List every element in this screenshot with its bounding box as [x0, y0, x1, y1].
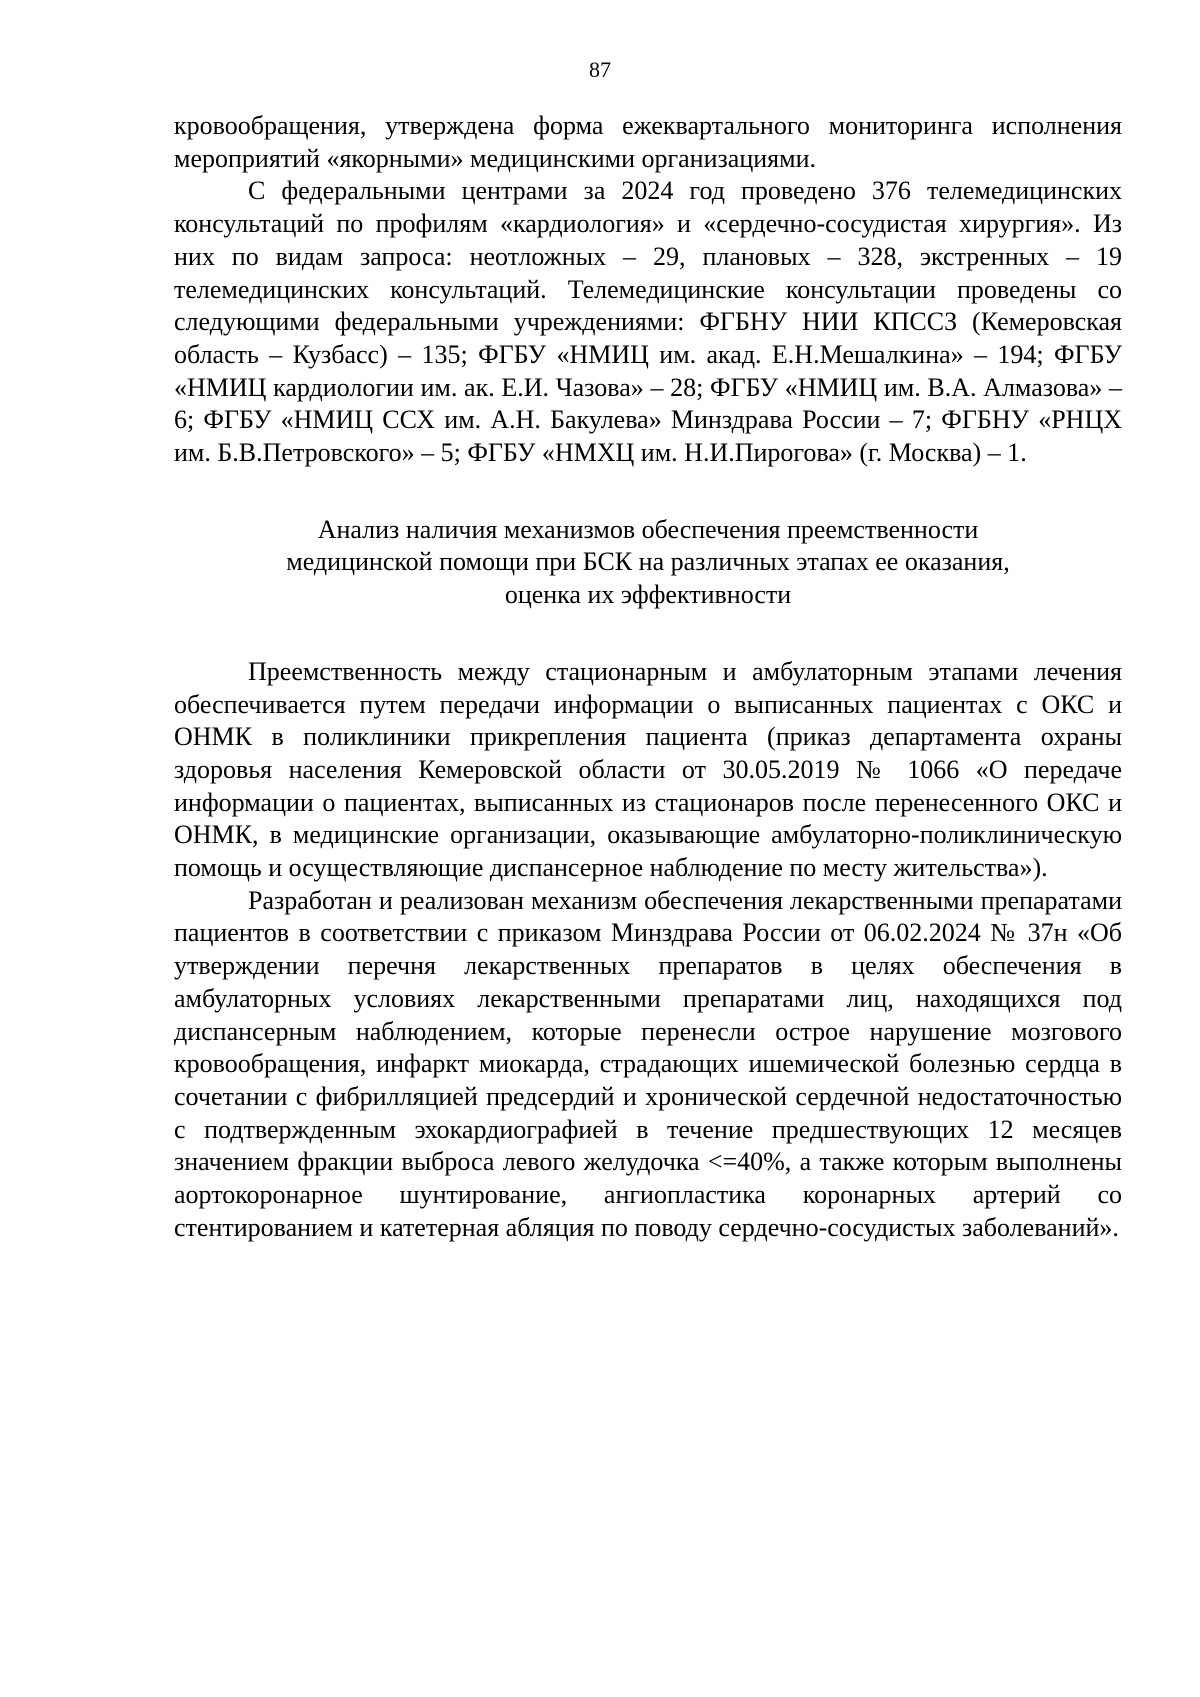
paragraph-drug-provision: Разработан и реализован механизм обеспечения лекарственными препаратами пациентов в соответствии с приказом Минздрава России от 06.02.2024 № 37н «Об утверждении перечня лекарственных препаратов в целях обеспечения в амбулаторных условиях лекарственными препаратами лиц, находящихся под диспансерным наблюдением, которые перенесли острое нарушение мозгового кровообращения, инфаркт миокарда, страдающих ишемической болезнью сердца в сочетании с фибрилляцией предсердий и хронической сердечной недостаточностью с подтвержденным эхокардиографией в течение предшествующих 12 месяцев значением фракции выброса левого желудочка <=40%, а также которым выполнены аортокоронарное шунтирование, ангиопластика коронарных артерий со стентированием и катетерная абляция по поводу сердечно-сосудистых заболеваний». — [174, 885, 1122, 1242]
section-heading-line-2: медицинской помощи при БСК на различных этапах ее оказания, — [286, 547, 1010, 577]
paragraph-telemedicine: С федеральными центрами за 2024 год проведено 376 телемедицинских консультаций по профилям «кардиология» и «сердечно-сосудистая хирургия». Из них по видам запроса: неотложных – 29, плановых – 328, экстренных – 19 телемедицинских консультаций. Телемедицинские консультации проведены со следующими федеральными учреждениями: ФГБНУ НИИ КПССЗ (Кемеровская область – Кузбасс) – 135; ФГБУ «НМИЦ им. акад. Е.Н.Мешалкина» – 194; ФГБУ «НМИЦ кардиологии им. ак. Е.И. Чазова» – 28; ФГБУ «НМИЦ им. В.А. Алмазова» – 6; ФГБУ «НМИЦ ССХ им. А.Н. Бакулева» Минздрава России – 7; ФГБНУ «РНЦХ им. Б.В.Петровского» – 5; ФГБУ «НМХЦ им. Н.И.Пирогова» (г. Москва) – 1. — [174, 176, 1122, 468]
document-body — [174, 110, 1122, 1245]
paragraph-continuity: Преемственность между стационарным и амбулаторным этапами лечения обеспечивается путем передачи информации о выписанных пациентах с ОКС и ОНМК в поликлиники прикрепления пациента (приказ департамента охраны здоровья населения Кемеровской области от 30.05.2019 № 1066 «О передаче информации о пациентах, выписанных из стационаров после перенесенного ОКС и ОНМК, в медицинские организации, оказывающие амбулаторно-поликлиническую помощь и осуществляющие диспансерное наблюдение по месту жительства»). — [174, 656, 1122, 883]
section-heading-line-3: оценка их эффективности — [504, 580, 792, 610]
section-heading — [174, 514, 1122, 612]
paragraph-continuation: кровообращения, утверждена форма ежеквартального мониторинга исполнения мероприятий «якорными» медицинскими организациями. — [174, 111, 1122, 173]
page-number: 87 — [589, 57, 611, 82]
section-heading-line-1: Анализ наличия механизмов обеспечения преемственности — [317, 514, 979, 544]
